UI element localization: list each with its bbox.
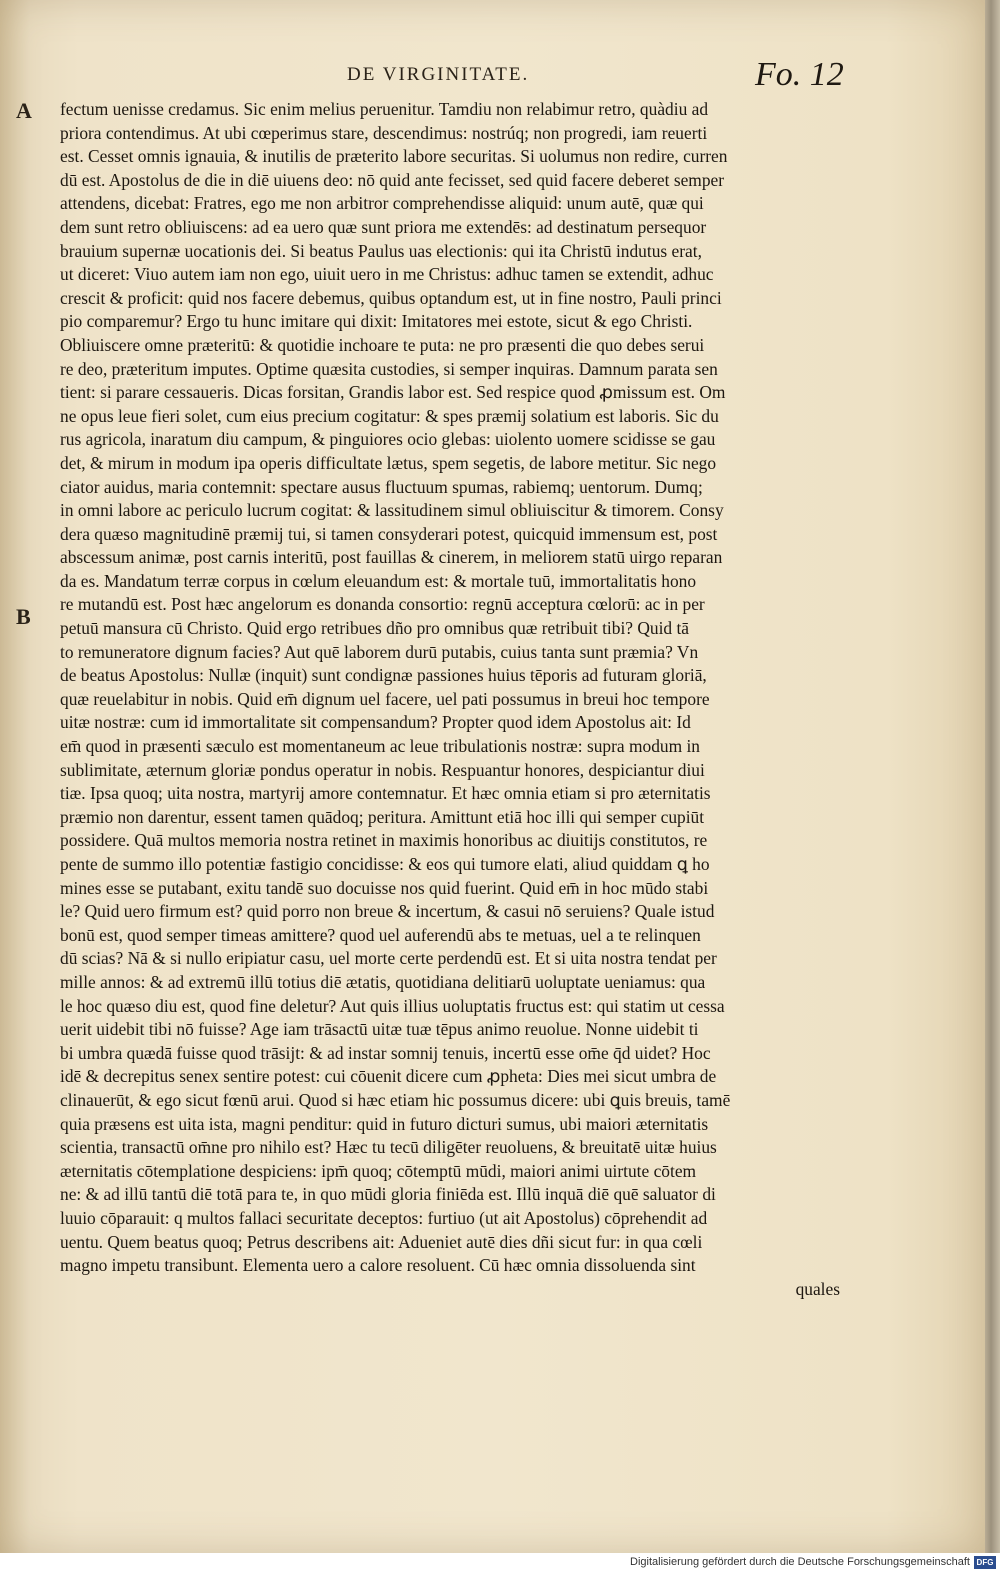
text-line: le? Quid uero firmum est? quid porro non breue & incertum, & casui nō seruiens? Quale istud	[60, 901, 715, 922]
footer-bar	[0, 1553, 1000, 1573]
text-line: scientia, transactū om̄ne pro nihilo est? Hæc tu tecū diligēter reuoluens, & breuitatē uitæ huius	[60, 1137, 717, 1158]
text-line: uitæ nostræ: cum id immortalitate sit compensandum? Propter quod idem Apostolus ait: Id	[60, 712, 691, 733]
text-line: uerit uidebit tibi nō fuisse? Age iam trāsactū uitæ tuæ tēpus animo reuolue. Nonne uidebit ti	[60, 1019, 699, 1040]
folio-number: Fo. 12	[755, 56, 844, 93]
text-line: ut diceret: Viuo autem iam non ego, uiuit uero in me Christus: adhuc tamen se extendit, adhuc	[60, 264, 714, 285]
text-line: fectum uenisse credamus. Sic enim melius peruenitur. Tamdiu non relabimur retro, quàdiu ad	[60, 99, 709, 119]
text-line: clinauerūt, & ego sicut fœnū arui. Quod si hæc etiam hic possumus dicere: ubi ꝗuis breuis, tamē	[60, 1089, 731, 1110]
text-line: quæ reuelabitur in nobis. Quid em̄ dignum uel facere, uel pati possumus in breui hoc tempore	[60, 688, 710, 709]
funding-credit: Digitalisierung gefördert durch die Deutsche Forschungsgemeinschaft	[630, 1556, 970, 1568]
text-line: possidere. Quā multos memoria nostra retinet in maximis honoribus ac diuitijs constitutos, re	[60, 830, 708, 851]
margin-mark-a: A	[16, 98, 32, 123]
text-line: priora contendimus. At ubi cœperimus stare, descendimus: nostrúq; non progredi, iam reuerti	[60, 122, 708, 143]
text-line: pente de summo illo potentiæ fastigio concidisse: & eos qui tumore elati, aliud quiddam ꝗ ho	[60, 854, 710, 874]
text-line: re deo, præteritum imputes. Optime quæsita custodies, si semper inquiras. Damnum parata sen	[60, 358, 718, 379]
text-line: pio comparemur? Ergo tu hunc imitare qui dixit: Imitatores mei estote, sicut & ego Christi.	[60, 311, 693, 332]
margin-mark-b: B	[16, 604, 31, 629]
text-line: bonū est, quod semper timeas amittere? quod uel auferendū abs te metuas, uel a te relinquen	[60, 924, 701, 945]
catchword: quales	[795, 1278, 840, 1299]
text-line: in omni labore ac periculo lucrum cogitat: & lassitudinem simul obliuiscitur & timorem. Consy	[60, 500, 724, 521]
text-line: rus agricola, inaratum diu campum, & pinguiores ocio glebas: uiolento uomere scidisse se gau	[60, 429, 716, 450]
text-line: dū est. Apostolus de die in diē uiuens deo: nō quid ante fecisset, sed quid facere deberet semper	[60, 169, 725, 190]
text-line: de beatus Apostolus: Nullæ (inquit) sunt condignæ passiones huius tēporis ad futuram gloriā,	[60, 665, 707, 686]
running-head-title: DE VIRGINITATE.	[347, 64, 530, 85]
text-line: dera quæso magnitudinē præmij tui, si tamen consyderari potest, quicquid immensum est, post	[60, 523, 718, 544]
text-line: idē & decrepitus senex sentire potest: cui cōuenit dicere cum ꝓpheta: Dies mei sicut umbra de	[60, 1066, 717, 1087]
text-line: ne: & ad illū tantū diē totā para te, in quo mūdi gloria finiēda est. Illū inquā diē quē saluator di	[60, 1184, 716, 1205]
text-line: præmio non darentur, essent tamen quādoq; peritura. Amittunt etiā hoc illi qui semper cupiūt	[60, 806, 705, 827]
text-line: det, & mirum in modum ipa operis difficultate lætus, spem segetis, de labore metitur. Sic nego	[60, 452, 717, 473]
text-line: crescit & proficit: quid nos facere debemus, quibus optandum est, ut in fine nostro, Pauli princi	[60, 287, 722, 308]
running-head	[0, 58, 985, 98]
text-line: quia præsens est uita ista, magni penditur: quid in futuro dicturi sumus, ubi maiori æternitatis	[60, 1113, 709, 1134]
text-line: mille annos: & ad extremū illū totius diē ætatis, quotidiana delitiarū uoluptate ueniamus: qua	[60, 971, 706, 992]
text-line: tient: si parare cessaueris. Dicas forsitan, Grandis labor est. Sed respice quod ꝓmissum est. Om	[60, 382, 726, 403]
text-line: da es. Mandatum terræ corpus in cœlum eleuandum est: & mortale tuū, immortalitatis hono	[60, 570, 697, 591]
text-line: magno impetu transibunt. Elementa uero a calore resoluent. Cū hæc omnia dissoluenda sint	[60, 1255, 696, 1276]
text-line: luuio cōparauit: q multos fallaci securitate deceptos: furtiuo (ut ait Apostolus) cōprehendit ad	[60, 1207, 708, 1228]
text-line: brauium supernæ uocationis dei. Si beatus Paulus uas electionis: qui ita Christū indutus erat,	[60, 240, 702, 261]
body-text	[60, 98, 840, 1301]
text-line: le hoc quæso diu est, quod fine deletur? Aut quis illius uoluptatis fructus est: qui statim ut cessa	[60, 995, 725, 1016]
text-line: Obliuiscere omne præteritū: & quotidie inchoare te puta: ne pro præsenti die quo debes serui	[60, 334, 705, 355]
dfg-logo: DFG	[974, 1556, 996, 1569]
text-line: petuū mansura cū Christo. Quid ergo retribues dño pro omnibus quæ retribuit tibi? Quid tā	[60, 618, 690, 639]
text-line: tiæ. Ipsa quoq; uita nostra, martyrij amore contemnatur. Et hæc omnia etiam si pro æternitatis	[60, 783, 711, 804]
text-line: ne opus leue fieri solet, cum eius precium cogitatur: & spes præmij solatium est laboris. Sic du	[60, 405, 719, 426]
text-line: ciator auidus, maria contemnit: spectare ausus fluctuum spumas, rabiemq; uentorum. Dumq;	[60, 476, 703, 497]
text-line: attendens, dicebat: Fratres, ego me non arbitror comprehendisse aliquid: unum autē, quæ qui	[60, 193, 704, 214]
text-line: mines esse se putabant, exitu tandē suo docuisse nos quid fuerint. Quid em̄ in hoc mūdo stabi	[60, 877, 709, 898]
text-line: em̄ quod in præsenti sæculo est momentaneum ac leue tribulationis nostræ: supra modum in	[60, 736, 700, 757]
text-line: dem sunt retro obliuiscens: ad ea uero quæ sunt priora me extendēs: ad destinatum persequor	[60, 216, 707, 237]
text-line: bi umbra quædā fuisse quod trāsijt: & ad instar somnij tenuis, incertū esse om̄e q̄d uidet? Hoc	[60, 1042, 711, 1063]
text-line: abscessum animæ, post carnis interitū, post fauillas & cinerem, in meliorem statū uirgo reparan	[60, 547, 723, 568]
text-line: uentu. Quem beatus quoq; Petrus describens ait: Adueniet autē dies dñi sicut fur: in qua cœli	[60, 1231, 703, 1252]
text-line: æternitatis cōtemplatione despiciens: ipm̄ quoq; cōtemptū mūdi, maiori animi uirtute cōtem	[60, 1160, 697, 1181]
text-line: est. Cesset omnis ignauia, & inutilis de præterito labore securitas. Si uolumus non redire, curren	[60, 146, 728, 167]
page-edge	[985, 0, 1000, 1553]
text-line: re mutandū est. Post hæc angelorum es donanda consortio: regnū acceptura cœlorū: ac in per	[60, 594, 705, 615]
text-line: dū scias? Nā & si nullo eripiatur casu, uel morte certe perdendū est. Et si uita nostra tendat per	[60, 948, 717, 969]
text-line: to remuneratore dignum facies? Aut quē laborem durū putabis, cuius tanta sunt præmia? Vn	[60, 641, 699, 662]
text-line: sublimitate, æternum gloriæ pondus operatur in nobis. Respuantur honores, despiciantur diui	[60, 759, 705, 780]
